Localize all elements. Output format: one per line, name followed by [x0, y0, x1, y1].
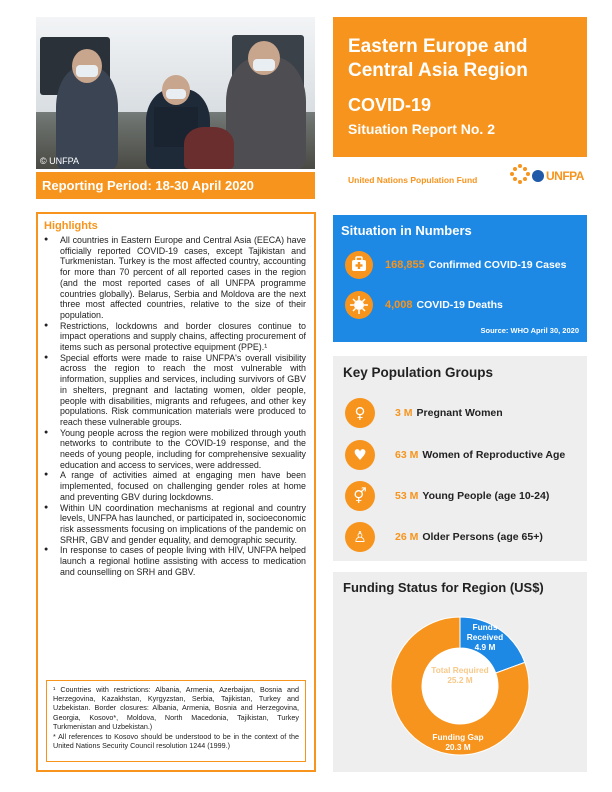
photo-credit: © UNFPA — [40, 156, 79, 166]
population-label: Older Persons (age 65+) — [422, 531, 543, 543]
total-label-text: Total Required — [431, 665, 489, 675]
sitrep-title: Situation Report No. 2 — [348, 121, 495, 137]
population-label: Young People (age 10-24) — [422, 490, 550, 502]
footnote: * All references to Kosovo should be understood to be in the context of the United Nations Security Council resolution 1244 (1999.) — [53, 732, 299, 751]
funding-status — [333, 572, 587, 772]
situation-heading: Situation in Numbers — [341, 223, 472, 238]
list-item: ● In response to cases of people living with HIV, UNFPA helped launch a regional hotline assisting with access to medication and counselling on SRH and GBV. — [44, 545, 306, 577]
highlights-heading: Highlights — [44, 220, 98, 232]
footnote: ¹ Countries with restrictions: Albania, Armenia, Azerbaijan, Bosnia and Herzegovina, Kazakhstan, Kyrgyzstan, Serbia, Tajikistan, Turkey and Uzbekistan. Border closures: Albania, Armenia, Bosnia and Herzegovina, Georgia, Kosovo*, Moldova, North Macedonia, Tajikistan, Turkey Turkmenistan and Uzbekistan.) — [53, 685, 299, 731]
reporting-period: Reporting Period: 18-30 April 2020 — [36, 172, 315, 199]
population-row — [345, 522, 543, 552]
key-population-groups — [333, 356, 587, 561]
source-note: Source: WHO April 30, 2020 — [480, 326, 579, 335]
pregnant-woman-icon: ♀ — [345, 398, 375, 428]
cases-label: Confirmed COVID-19 Cases — [428, 259, 567, 271]
region-title-line: Central Asia Region — [348, 60, 528, 81]
title-block — [333, 17, 587, 157]
face-mask — [166, 89, 186, 99]
deaths-label: COVID-19 Deaths — [416, 299, 503, 311]
logo-text: UNFPA — [546, 169, 584, 183]
region-title-line: Eastern Europe and — [348, 36, 528, 57]
population-label: Women of Reproductive Age — [422, 449, 566, 461]
medical-kit-icon — [345, 251, 373, 279]
gap-label-text: Funding Gap — [432, 732, 484, 742]
logo-dots-icon — [510, 164, 530, 184]
deaths-row — [345, 291, 503, 319]
list-item: ● Special efforts were made to raise UNFPA's overall visibility across the region to reach the most vulnerable with information, supplies and services, including survivors of GBV in shelters, pregnant and lactating women, older people, people with disabilities, migrants and refugees, and other key populations. Risk communication materials were produced to reach these vulnerable groups. — [44, 353, 306, 428]
deaths-value: 4,008 — [385, 299, 413, 311]
unfpa-logo — [510, 162, 584, 190]
gender-symbol-icon: ⚥ — [345, 481, 375, 511]
population-value: 63 M — [395, 449, 419, 461]
list-item: ● Young people across the region were mobilized through youth networks to contribute to the COVID-19 response, and the needs of young people, including for comprehensive sexuality education and access to services, were addressed. — [44, 428, 306, 471]
gap-value: 20.3 M — [445, 742, 471, 752]
list-item: ● A range of activities aimed at engaging men have been implemented, focused on challenging gender roles at home and preventing GBV during lockdowns. — [44, 470, 306, 502]
received-label-text: Funds Received — [466, 622, 504, 642]
face-mask — [253, 59, 275, 71]
population-value: 26 M — [395, 531, 419, 543]
funding-heading: Funding Status for Region (US$) — [343, 580, 544, 595]
photo-person — [184, 127, 234, 169]
org-name: United Nations Population Fund — [348, 175, 478, 185]
covid-title: COVID-19 — [348, 95, 432, 115]
donut-hole — [422, 648, 498, 724]
population-label: Pregnant Women — [416, 407, 503, 419]
received-label — [457, 622, 513, 652]
cases-row — [345, 251, 566, 279]
highlights-list — [44, 235, 306, 578]
population-row — [345, 481, 549, 511]
population-row — [345, 398, 503, 428]
virus-icon — [345, 291, 373, 319]
list-item: ● Within UN coordination mechanisms at regional and country levels, UNFPA has launched, or participated in, socioeconomic risk assessments focusing on implications of the pandemic on SRHR, GBV and gender equality, and demographic security. — [44, 503, 306, 546]
older-person-icon: ♙ — [345, 522, 375, 552]
globe-icon — [532, 170, 544, 182]
gap-label — [418, 732, 498, 752]
women-icon: ♥ — [345, 440, 375, 470]
footnotes — [46, 680, 306, 762]
received-value: 4.9 M — [474, 642, 496, 652]
population-value: 53 M — [395, 490, 419, 502]
highlights-box — [36, 212, 316, 772]
population-row — [345, 440, 565, 470]
list-item: ● Restrictions, lockdowns and border closures continue to impact operations and supply chains, affecting procurement of items such as personal protective equipment (PPE).¹ — [44, 321, 306, 353]
region-title — [348, 35, 573, 83]
list-item: ● All countries in Eastern Europe and Central Asia (EECA) have officially reported COVID-19 cases, except Tajikistan and Turkmenistan. Turkey is the most affected country, accounting for more than 70 percent of all reported cases in the region (and the most reported cases of all UNFPA programme countries globally). Belarus, Serbia and Moldova are the next three most affected countries, relative to the size of their population. — [44, 235, 306, 321]
cover-photo — [36, 17, 315, 169]
total-value: 25.2 M — [447, 675, 473, 685]
face-mask — [76, 65, 98, 77]
total-label — [430, 665, 490, 685]
population-value: 3 M — [395, 407, 413, 419]
key-population-heading: Key Population Groups — [343, 365, 494, 380]
cases-value: 168,855 — [385, 259, 425, 271]
situation-in-numbers — [333, 215, 587, 342]
